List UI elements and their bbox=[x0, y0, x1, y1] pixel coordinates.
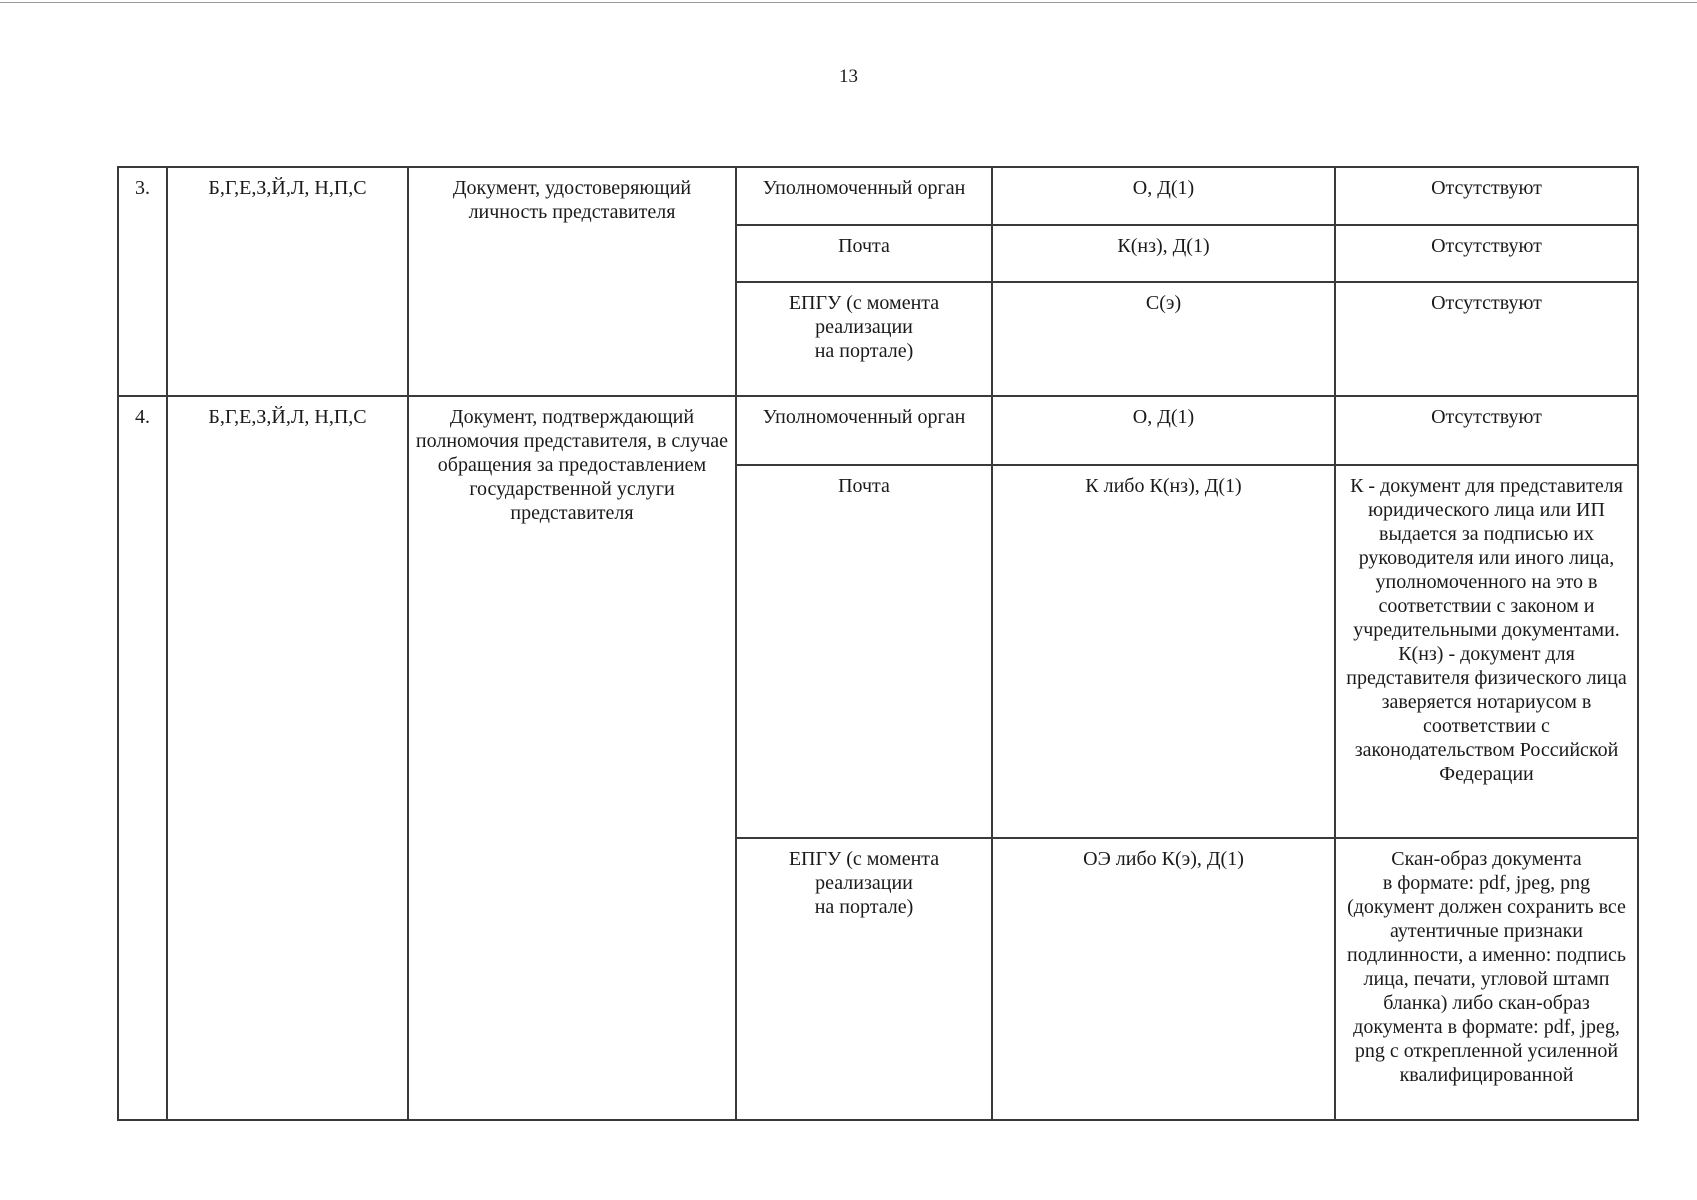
table-row bbox=[118, 167, 1638, 225]
page-number: 13 bbox=[839, 66, 858, 87]
documents-table bbox=[117, 166, 1639, 1121]
document-requirements: Отсутствуют bbox=[1335, 167, 1638, 225]
applicant-categories: Б,Г,Е,З,Й,Л, Н,П,С bbox=[167, 167, 408, 396]
document-name: Документ, удостоверяющий личность представителя bbox=[408, 167, 736, 396]
row-number: 3. bbox=[118, 167, 167, 396]
document-requirements: Отсутствуют bbox=[1335, 282, 1638, 396]
submission-channel: Почта bbox=[736, 465, 992, 838]
document-name: Документ, подтверждающий полномочия представителя, в случае обращения за предоставлением государственной услуги представителя bbox=[408, 396, 736, 1120]
row-number: 4. bbox=[118, 396, 167, 1120]
document-requirements: К - документ для представителя юридического лица или ИП выдается за подписью их руководителя или иного лица, уполномоченного на это в соответствии с законом и учредительными документами. К(нз) - документ для представителя физического лица заверяется нотариусом в соответствии с законодательством Российской Федерации bbox=[1335, 465, 1638, 838]
submission-channel: Уполномоченный орган bbox=[736, 167, 992, 225]
document-form: С(э) bbox=[992, 282, 1335, 396]
submission-channel: Почта bbox=[736, 225, 992, 282]
document-requirements: Отсутствуют bbox=[1335, 396, 1638, 465]
applicant-categories: Б,Г,Е,З,Й,Л, Н,П,С bbox=[167, 396, 408, 1120]
table-row bbox=[118, 396, 1638, 465]
document-form: К(нз), Д(1) bbox=[992, 225, 1335, 282]
document-form: О, Д(1) bbox=[992, 167, 1335, 225]
submission-channel: ЕПГУ (с момента реализации на портале) bbox=[736, 282, 992, 396]
submission-channel: Уполномоченный орган bbox=[736, 396, 992, 465]
scan-edge-line bbox=[0, 2, 1697, 3]
document-form: К либо К(нз), Д(1) bbox=[992, 465, 1335, 838]
submission-channel: ЕПГУ (с момента реализации на портале) bbox=[736, 838, 992, 1120]
document-requirements: Отсутствуют bbox=[1335, 225, 1638, 282]
document-requirements: Скан-образ документа в формате: pdf, jpeg, png (документ должен сохранить все аутентичные признаки подлинности, а именно: подпись лица, печати, угловой штамп бланка) либо скан-образ документа в формате: pdf, jpeg, png с открепленной усиленной квалифицированной bbox=[1335, 838, 1638, 1120]
document-form: О, Д(1) bbox=[992, 396, 1335, 465]
document-form: ОЭ либо К(э), Д(1) bbox=[992, 838, 1335, 1120]
